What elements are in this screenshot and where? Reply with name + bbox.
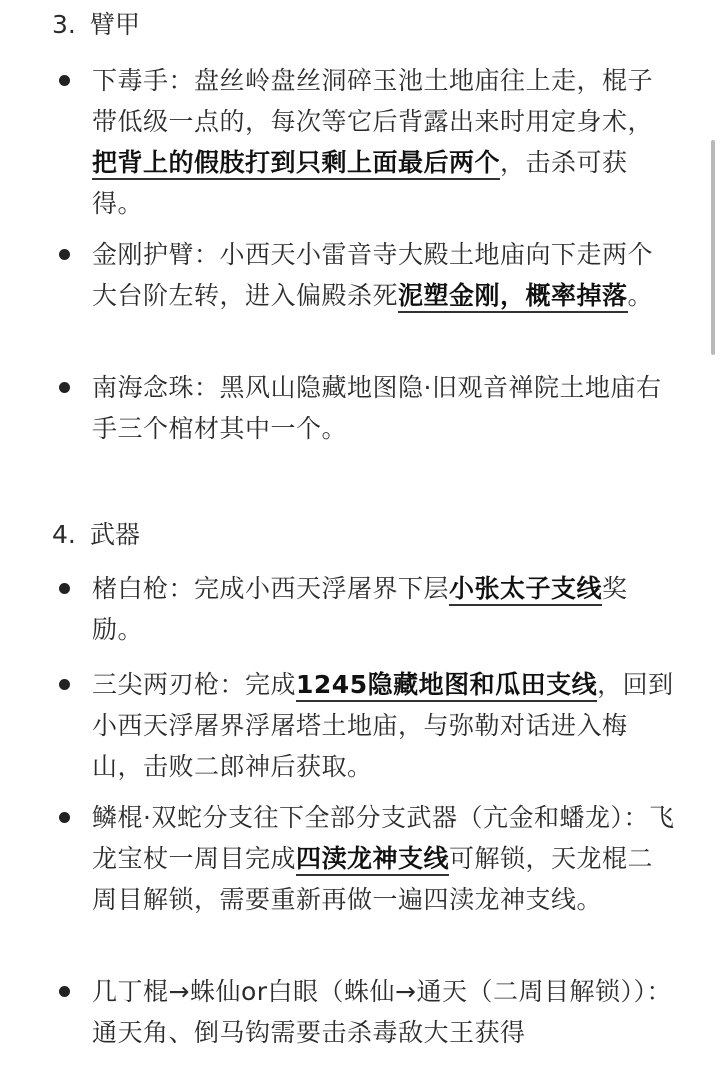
item-text: ，回到小西天浮屠界浮屠塔土地庙，与弥勒对话进入梅山，击败二郎神后获取。 xyxy=(92,670,674,781)
item-highlight: 把背上的假肢打到只剩上面最后两个 xyxy=(92,148,500,180)
section-number: 4. xyxy=(52,520,76,549)
section-number: 3. xyxy=(52,10,76,39)
bullet-dot xyxy=(59,679,70,690)
list-item xyxy=(92,797,677,920)
bullet-dot xyxy=(59,75,70,86)
item-text: 三尖两刃枪：完成 xyxy=(92,670,297,699)
item-highlight: 四渎龙神支线 xyxy=(296,844,449,876)
item-text: 南海念珠：黑风山隐藏地图隐·旧观音禅院土地庙右手三个棺材其中一个。 xyxy=(92,373,662,443)
section-heading-weapons xyxy=(52,518,140,552)
item-highlight: 1245隐藏地图和瓜田支线 xyxy=(296,670,597,702)
item-text: 。 xyxy=(627,281,654,310)
list-item xyxy=(92,234,677,316)
item-highlight: 小张太子支线 xyxy=(449,574,602,606)
bullet-dot xyxy=(59,583,70,594)
item-highlight: 泥塑金刚，概率掉落 xyxy=(398,281,628,313)
section-heading-armguard xyxy=(52,8,140,42)
item-text: 几丁棍→蛛仙or白眼（蛛仙→通天（二周目解锁））：通天角、倒马钩需要击杀毒敌大王获得 xyxy=(92,977,672,1047)
bullet-dot xyxy=(59,812,70,823)
scrollbar[interactable] xyxy=(711,140,715,355)
item-text: 楮白枪：完成小西天浮屠界下层 xyxy=(92,574,450,603)
list-item xyxy=(92,60,677,224)
item-text: 奖励。 xyxy=(92,574,628,644)
item-text: 金刚护臂：小西天小雷音寺大殿土地庙向下走两个大台阶左转，进入偏殿杀死 xyxy=(92,240,654,310)
list-item xyxy=(92,971,677,1053)
item-text: 可解锁，天龙棍二周目解锁，需要重新再做一遍四渎龙神支线。 xyxy=(92,844,654,914)
list-item xyxy=(92,664,677,787)
item-text: 鳞棍·双蛇分支往下全部分支武器（亢金和蟠龙）：飞龙宝杖一周目完成 xyxy=(92,803,675,873)
bullet-dot xyxy=(59,986,70,997)
item-text: ，击杀可获得。 xyxy=(92,148,628,218)
item-text: 下毒手：盘丝岭盘丝洞碎玉池土地庙往上走，棍子带低级一点的，每次等它后背露出来时用定身术， xyxy=(92,66,654,136)
section-title: 臂甲 xyxy=(90,10,141,39)
bullet-dot xyxy=(59,249,70,260)
list-item xyxy=(92,367,677,449)
bullet-dot xyxy=(59,382,70,393)
section-title: 武器 xyxy=(90,520,141,549)
list-item xyxy=(92,568,677,650)
